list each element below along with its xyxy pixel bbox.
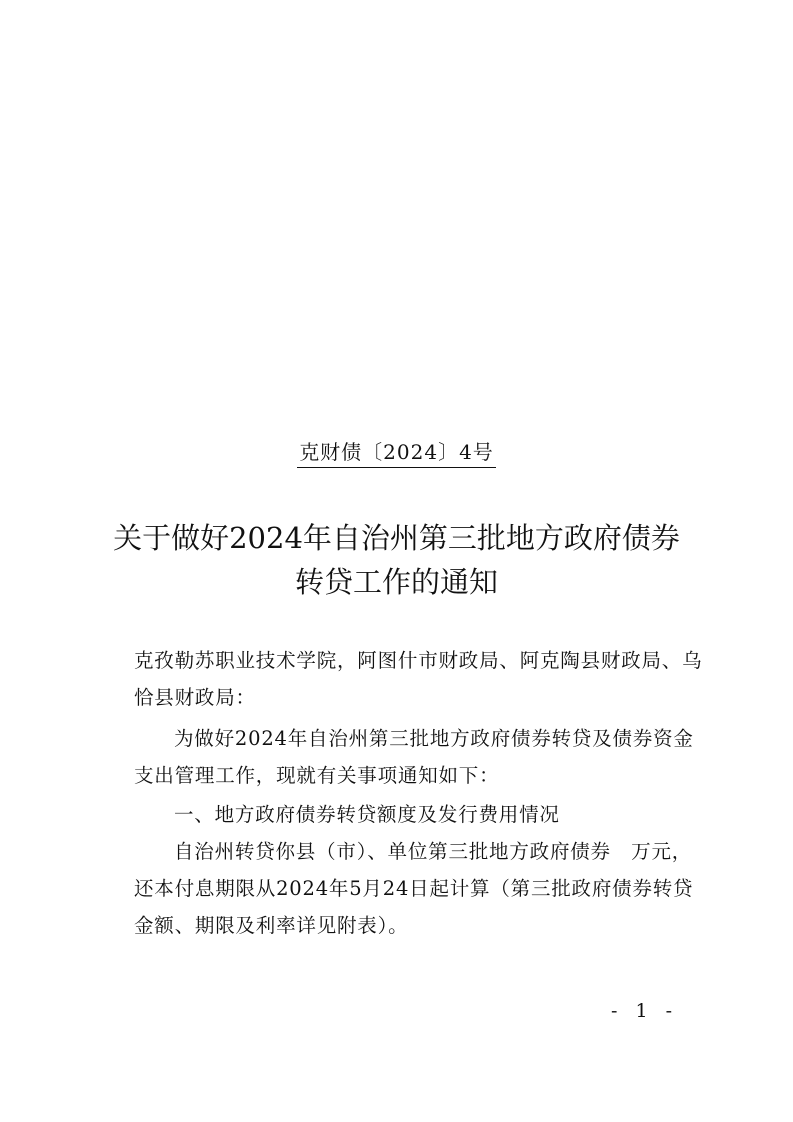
addressee-line-2: 恰县财政局： — [134, 686, 256, 709]
paragraph-intro-line-2: 支出管理工作，现就有关事项通知如下： — [134, 764, 500, 787]
section-one — [134, 796, 694, 944]
section-one-line-3: 金额、期限及利率详见附表）。 — [134, 914, 409, 937]
title-line-2: 转贷工作的通知 — [294, 565, 498, 599]
section-one-heading: 一、地方政府债券转贷额度及发行费用情况 — [174, 803, 560, 826]
section-one-line-2: 还本付息期限从2024年5月24日起计算（第三批政府债券转贷 — [134, 877, 694, 900]
paragraph-intro — [134, 720, 694, 794]
section-one-line-1: 自治州转贷你县（市）、单位第三批地方政府债券 万元， — [174, 840, 693, 863]
document-number-text: 克财债〔2024〕4号 — [297, 438, 496, 468]
title-line-1: 关于做好2024年自治州第三批地方政府债券 — [113, 521, 680, 555]
addressee-line-1: 克孜勒苏职业技术学院，阿图什市财政局、阿克陶县财政局、乌 — [134, 649, 703, 672]
document-title — [0, 516, 793, 604]
addressee-block — [134, 642, 703, 716]
document-number — [0, 438, 793, 468]
page-number: - 1 - — [610, 1000, 678, 1022]
paragraph-intro-line-1: 为做好2024年自治州第三批地方政府债券转贷及债券资金 — [174, 727, 694, 750]
